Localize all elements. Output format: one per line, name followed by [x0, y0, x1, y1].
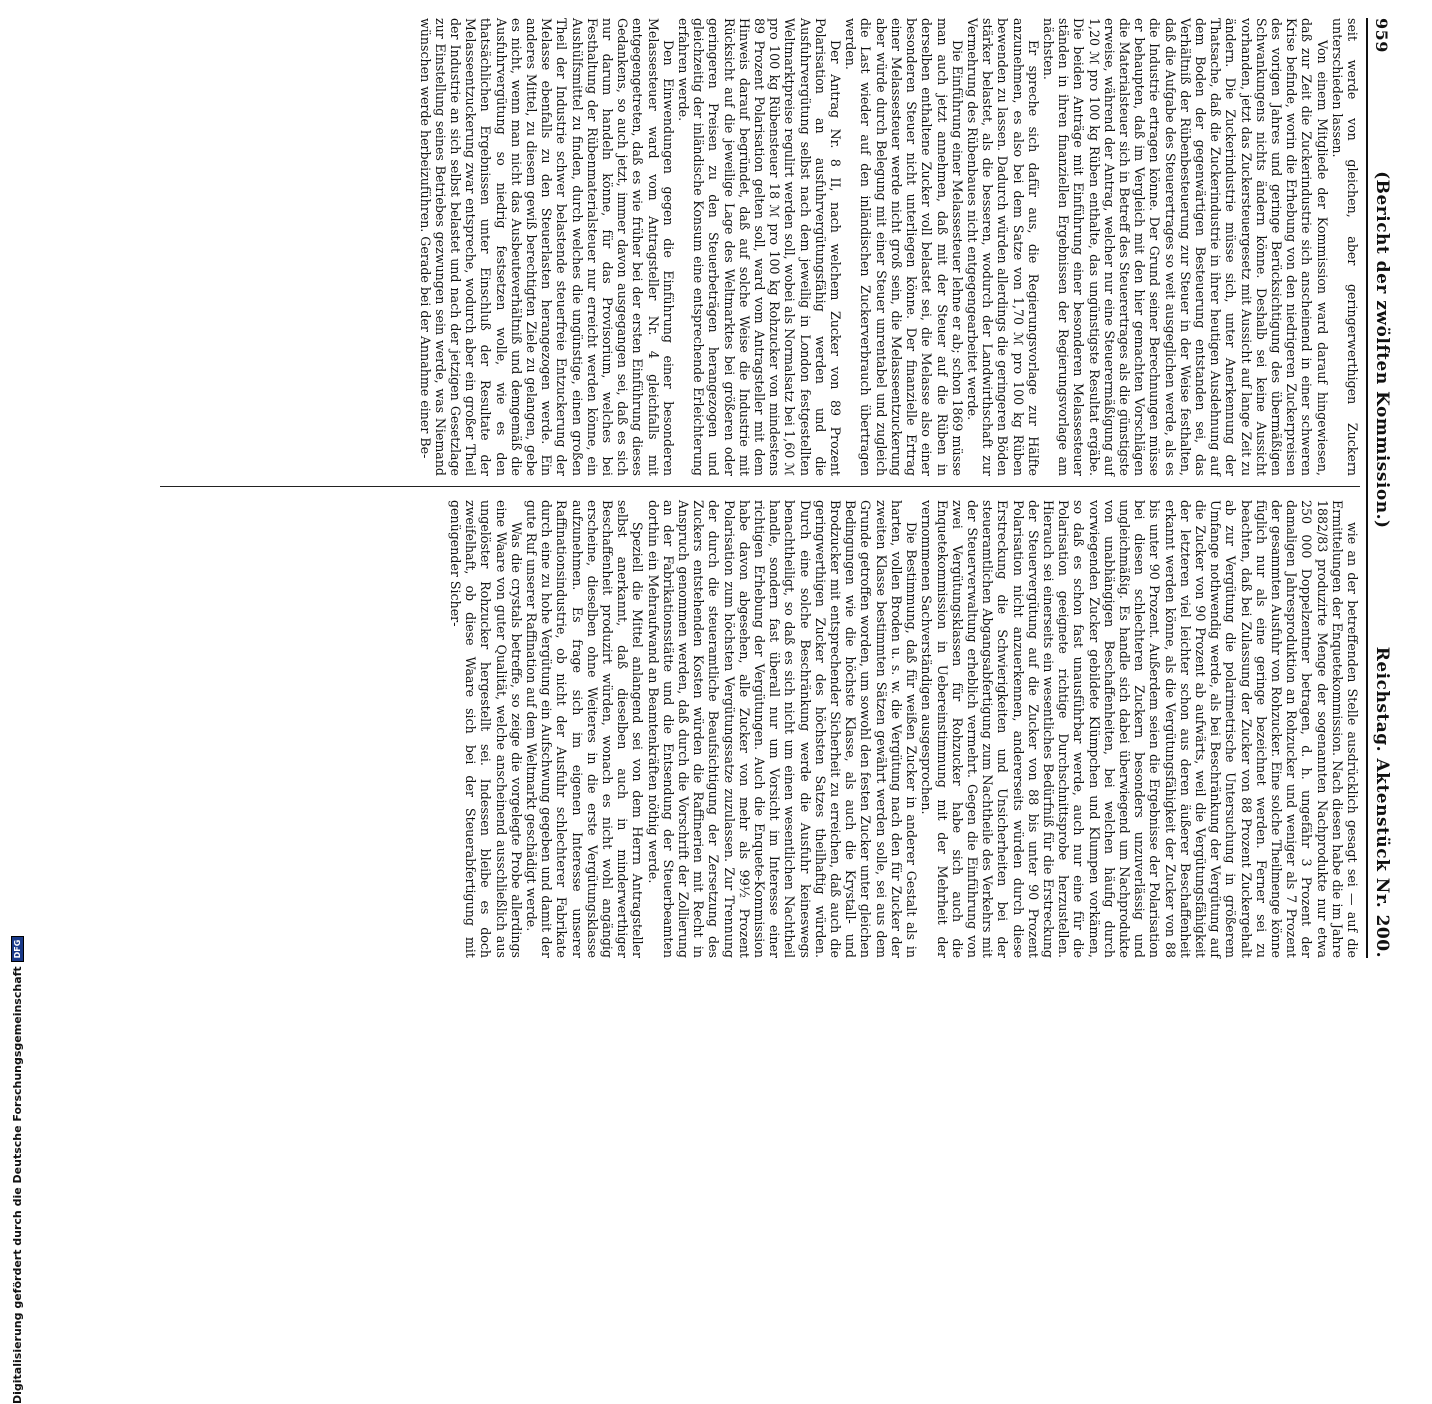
paragraph: Die Einführung einer Melassesteuer lehne er ab; schon 1869 müsse man auch jetzt annehmen, daß mit der Steuer auf die Rüben in derselben enthaltene Zucker voll belastet sei, die Melasse also einer besonderen Steuer nicht unterliegen könne. Der finanzielle Ertrag einer Melassesteuer werde nicht groß sein, die Melasseentzuckerung aber würde durch Belegung mit einer Steuer unrentabel und zugleich die Last wieder auf den inländischen Zuckerverbrauch übertragen werden. [843, 18, 965, 476]
paragraph: Die Bestimmung, daß für weißen Zucker in anderer Gestalt als in harten, vollen Broden u. s. w. die Vergütung nach den für Zucker der zweiten Klasse bestimmten Sätzen gewährt werden solle, sei aus dem Grunde getroffen worden, um sowohl den festen Zucker unter gleichen Bedingungen wie die höchste Klasse, als auch die Krystall- und Brodzucker mit entsprechender Sicherheit zu erreichen, daß auch die geringwerthigen Zucker des höchsten Satzes theilhaftig würden. Durch eine solche Beschränkung werde die Ausfuhr keineswegs benachtheiligt, so daß es sich nicht um einen wesentlichen Nachtheil handle, sondern fast überall nur um Vorsicht im Interesse einer richtigen Erhebung der Vergütungen. Auch die Enquete-Kommission habe davon abgesehen, alle Zucker von mehr als 99½ Prozent Polarisation zum höchsten Vergütungssatze zuzulassen. Zur Trennung der durch die steueramtliche Beaufsichtigung der Zersetzung des Zuckers entstehenden Kosten würden die Raffinerien mit Recht in Anspruch genommen werden, daß durch die Vorschrift der Zollierung an der Fabrikationsstätte und die Entsendung der Steuerbeamten dorthin ein Mehraufwand an Beamtenkräften nöthig werde. [645, 500, 920, 958]
page-header [1366, 18, 1402, 958]
paragraph: Von einem Mitgliede der Kommission ward darauf hingewiesen, daß zur Zeit die Zuckerindustrie sich anscheinend in einer schweren Krise befinde, worin die Erhebung von den niedrigeren Zuckerpreisen des vorigen Jahres und geringe Berücksichtigung des übermäßigen Schwankungens nichts ändern könne. Deshalb sei keine Aussicht vorhanden, jetzt das Zuckersteuergesetz mit Aussicht auf lange Zeit zu ändern. Die Zuckerindustrie müsse sich, unter Anerkennung der Thatsache, daß die Zuckerindustrie in ihrer heutigen Ausdehnung auf dem Boden der gegenwärtigen Besteuerung entstanden sei, das Verhältniß der Rübenbesteuerung zur Steuer in der Weise festhalten, daß die Aufgabe des Steuerertrages so weit ausgeglichen werde, als es die Industrie ertragen könne. Der Grund seiner Berechnungen müsse er behaupten, daß im Vergleich mit den hier gemachten Vorschlägen die Materialsteuer sich in Betreff des Steuerertrages als die günstigste erweise, während der Antrag, welcher nur eine Steuerermäßigung auf 1,20 ℳ pro 100 kg Rüben enthalte, das ungünstigste Resultat ergäbe. Die beiden Anträge mit Einführung einer besonderen Melassesteuer ständen in ihren finanziellen Ergebnissen der Regierungsvorlage am nächsten. [1040, 18, 1330, 476]
paragraph: Den Einwendungen gegen die Einführung einer besonderen Melassesteuer ward vom Antragsteller Nr. 4 gleichfalls mit entgegengetreten, daß es wie früher bei der ersten Einführung dieses Gedankens, so auch jetzt, immer davon ausgegangen sei, daß es sich nur darum handeln könne, für das Provisorium, welches bei Festhaltung der Rübenmaterialsteuer nur erreicht werden könne, ein Aushülfsmittel zu finden, durch welches die ungünstige, einen großen Theil der Industrie schwer belastende steuerfreie Entzuckerung der Melasse ebenfalls zu den Steuerlasten herangezogen werde. Ein anderes Mittel, zu diesem gewiß berechtigten Ziele zu gelangen, gebe es nicht, wenn man nicht das Ausbeuteverhältniß und demgemäß die Ausfuhrvergütung so niedrig festsetzen wolle, wie es den thatsächlichen Ergebnissen unter Einschluß der Resultate der Melasseentzuckerung zwar entspreche, wodurch aber ein großer Theil der Industrie an sich selbst belastet und nach der jetzigen Gesetzlage zur Einstellung seines Betriebes gezwungen sein werde, was Niemand wünschen werde herbeizuführen. Gerade bei der Annahme einer Be- [417, 18, 676, 476]
header-subtitle: (Bericht der zwölften Kommission.) [1372, 171, 1392, 529]
paragraph: Er spreche sich dafür aus, die Regierungsvorlage zur Hälfte anzunehmen, es also bei dem Satze von 1,70 ℳ pro 100 kg Rüben bewenden zu lassen. Dadurch würden allerdings die geringeren Böden stärker belastet, als die besseren, wodurch der Landwirthschaft zur Vermehrung des Rübenbaues nicht entgegengearbeitet werde. [964, 18, 1041, 476]
paragraph: Speziell die Mittel anlangend sei von dem Herrn Antragsteller selbst anerkannt, daß dieselben auch in minderwerthiger Beschaffenheit produzirt würden, wonach es nicht wohl angängig erscheine, dieselben ohne Weiteres in die erste Vergütungsklasse aufzunehmen. Es frage sich im eigenen Interesse unserer Raffinationsindustrie, ob nicht der Ausfuhr schlechterer Fabrikate durch eine zu hohe Vergütung ein Aufschwung gegeben und damit der gute Ruf unserer Raffination auf dem Weltmarkt geschädigt werde. [524, 500, 646, 958]
paragraph: Was die crystals betreffe, so zeige die vorgelegte Probe allerdings eine Waare von guter Qualität, welche anscheinend ausschließlich aus ungelöster Rohzucker hergestellt sei. Indessen bleibe es doch zweifelhaft, ob diese Waare sich bei der Steuerabfertigung mit genügender Sicher- [448, 500, 524, 958]
text-column-right [448, 500, 1360, 958]
paragraph: seit werde von gleichen, aber geringerwerthigen Zuckern unterschieden lassen. [1329, 18, 1360, 476]
digitization-credit [6, 566, 28, 1404]
text-column-left [417, 18, 1360, 476]
header-title: Reichstag. Aktenstück Nr. 200. [1372, 646, 1392, 958]
page-number: 959 [1372, 18, 1391, 53]
column-divider [160, 486, 1360, 487]
credit-text: Digitalisierung gefördert durch die Deutsche Forschungsgemeinschaft [10, 966, 24, 1404]
dfg-logo: DFG [11, 936, 24, 963]
paragraph: Der Antrag Nr. 8 II, nach welchem Zucker von 89 Prozent Polarisation an ausfuhrvergütungsfähig werden und die Ausfuhrvergütung selbst nach dem jeweilig in London festgestellten Weltmarktpreise regulirt werden soll, wobei als Normalsatz bei 1,60 ℳ pro 100 kg Rübensteuer 18 ℳ pro 100 kg Rohzucker von mindestens 89 Prozent Polarisation gelten soll, ward vom Antragsteller mit dem Hinweis darauf begründet, daß auf solche Weise die Industrie mit Rücksicht auf die jeweilige Lage des Weltmarktes bei größeren oder geringeren Preisen zu den Steuerbeträgen herangezogen und gleichzeitig der inländische Konsum eine entsprechende Erleichterung erfahren werde. [676, 18, 844, 476]
paragraph: wie an der betreffenden Stelle ausdrücklich gesagt sei — auf die Ermittelungen der Enquetekommission. Nach diesen habe die im Jahre 1882/83 produzirte Menge der sogenannten Nachprodukte nur etwa 250 000 Doppelzentner betragen, d. h. ungefähr 3 Prozent der damaligen Jahresproduktion an Rohzucker und weniger als 7 Prozent der gesammten Ausfuhr von Rohzucker. Eine solche Theilmenge könne füglich nur als eine geringe bezeichnet werden. Ferner sei zu beachten, daß bei Zulassung der Zucker von 88 Prozent Zuckergehalt ab zur Vergütung die polarimetrische Untersuchung in größerem Umfange nothwendig werde, als bei Beschränkung der Vergütung auf die Zucker von 90 Prozent ab aufwärts, weil die Vergütungsfähigkeit der letzteren viel leichter schon aus deren äußerer Beschaffenheit erkannt werden könne, als die Vergütungsfähigkeit der Zucker von 88 bis unter 90 Prozent. Außerdem seien die Ergebnisse der Polarisation bei diesen schlechteren Zuckern besonders unzuverlässig und ungleichmäßig. Es handle sich dabei überwiegend um Nachprodukte von unabhängigen Beschaffenheiten, bei welchen häufig durch vorwiegenden Zucker gebildete Klümpchen und Klumpen vorkämen, so daß es schon fast unausführbar werde, auch nur eine für die Polarisation geeignete richtige Durchschnittsprobe herzustellen. Hierauch sei einerseits ein wesentliches Bedürfniß für die Erstreckung der Steuervergütung auf die Zucker von 88 bis unter 90 Prozent Polarisation nicht anzuerkennen, andererseits würden durch diese Erstreckung die Schwierigkeiten und Unsicherheiten bei der steueramtlichen Abgangsabfertigung zum Nachtheile des Verkehrs mit der Steuerverwaltung erheblich vermehrt. Gegen die Einführung von zwei Vergütungsklassen für Rohzucker habe sich auch die Enquetekommission in Uebereinstimmung mit der Mehrheit der vernommenen Sachverständigen ausgesprochen. [919, 500, 1360, 958]
